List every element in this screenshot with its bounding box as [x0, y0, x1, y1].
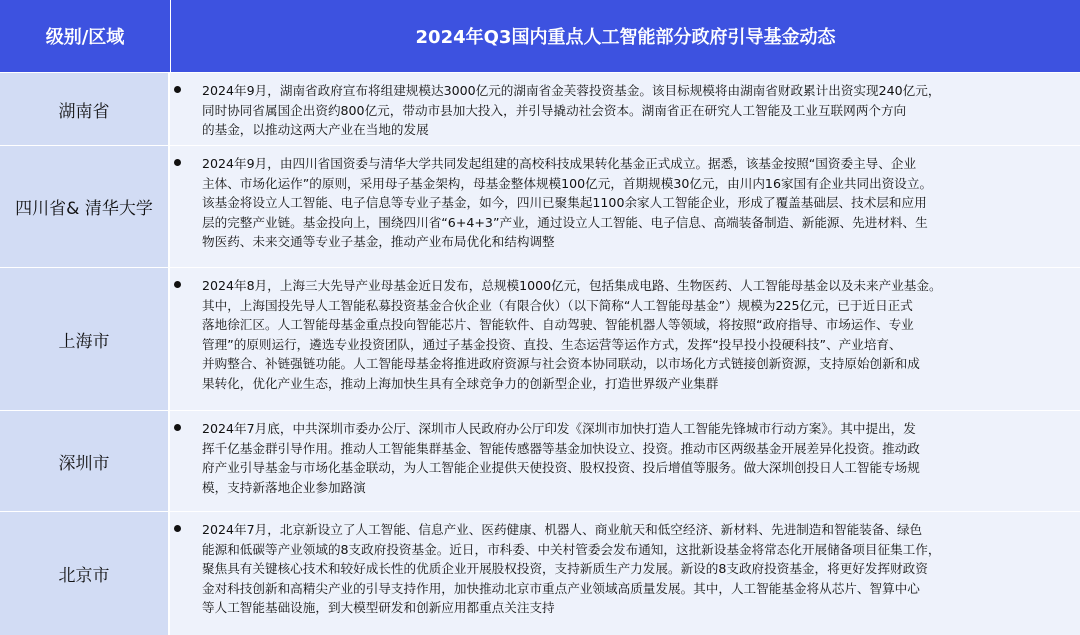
- table-header: [0, 0, 1080, 72]
- bullet-icon: [174, 281, 181, 288]
- header-region-column: 级别/区域: [45, 27, 125, 48]
- region-label: 上海市: [0, 268, 168, 410]
- row-text: 2024年8月，上海三大先导产业母基金近日发布，总规模1000亿元，包括集成电路、生物医药、人工智能母基金以及未来产业基金。 其中，上海国投先导人工智能私募投资基金合伙企业（有限合伙）（以下简称“人工智能母基金”）规模为225亿元，已于近日正式 落地徐汇区。人工智能母基金重点投向智能芯片、智能软件、自动驾驶、智能机器人等领域，将按照“政府指导、市场运作、专业 管理”的原则运行，遴选专业投资团队，通过子基金投资、直投、生态运营等运作方式，发挥“投早投小投硬科技”、产业培育、 并购整合、补链强链功能。人工智能母基金将推进政府资源与社会资本协同联动，以市场化方式链接创新资源，支持原始创新和成 果转化，优化产业生态，推动上海加快生具有全球竞争力的创新型企业，打造世界级产业集群: [202, 278, 942, 391]
- row-text: 2024年7月，北京新设立了人工智能、信息产业、医药健康、机器人、商业航天和低空经济、新材料、先进制造和智能装备、绿色 能源和低碳等产业领域的8支政府投资基金。近日，市科委、中关村管委会发布通知，这批新设基金将常态化开展储备项目征集工作， 聚焦具有关键核心技术和较好成长性的优质企业开展股权投资，支持新质生产力发展。新设的8支政府投资基金，将更好发挥财政资 金对科技创新和高精尖产业的引导支持作用，加快推动北京市重点产业领域高质量发展。其中，人工智能基金将从芯片、智算中心 等人工智能基础设施，到大模型研发和创新应用都重点关注支持: [202, 522, 941, 616]
- row-content: [170, 268, 1080, 410]
- region-label: 四川省& 清华大学: [0, 146, 168, 267]
- header-title: 2024年Q3国内重点人工智能部分政府引导基金动态: [415, 27, 836, 48]
- row-content: [170, 512, 1080, 635]
- table-row-shenzhen: [0, 410, 1080, 511]
- row-content: [170, 73, 1080, 145]
- bullet-icon: [174, 525, 181, 532]
- table-row-shanghai: [0, 267, 1080, 410]
- region-label: 北京市: [0, 512, 168, 635]
- row-content: [170, 146, 1080, 267]
- row-text: 2024年7月底，中共深圳市委办公厅、深圳市人民政府办公厅印发《深圳市加快打造人工智能先锋城市行动方案》。其中提出，发 挥千亿基金群引导作用。推动人工智能集群基金、智能传感器等基金加快设立、投资。推动市区两级基金开展差异化投资。推动政 府产业引导基金与市场化基金联动，为人工智能企业提供天使投资、股权投资、投后增值等服务。做大深圳创投日人工智能专场规 模，支持新落地企业参加路演: [202, 421, 920, 495]
- bullet-icon: [174, 159, 181, 166]
- bullet-icon: [174, 424, 181, 431]
- table-row-sichuan: [0, 145, 1080, 267]
- row-text: 2024年9月，湖南省政府宣布将组建规模达3000亿元的湖南省金芙蓉投资基金。该目标规模将由湖南省财政累计出资实现240亿元， 同时协同省属国企出资约800亿元，带动市县加大投入，并引导撬动社会资本。湖南省正在研究人工智能及工业互联网两个方向 的基金，以推动这两大产业在当地的发展: [202, 83, 941, 138]
- region-label: 湖南省: [0, 73, 168, 145]
- table-row-beijing: [0, 511, 1080, 635]
- row-text: 2024年9月，由四川省国资委与清华大学共同发起组建的高校科技成果转化基金正式成立。据悉，该基金按照“国资委主导、企业 主体、市场化运作”的原则，采用母子基金架构，母基金整体规模100亿元，首期规模30亿元，由川内16家国有企业共同出资设立。 该基金将设立人工智能、电子信息等专业子基金，如今，四川已聚集起1100余家人工智能企业，形成了覆盖基础层、技术层和应用 层的完整产业链。基金投向上，围绕四川省“6+4+3”产业，通过设立人工智能、电子信息、高端装备制造、新能源、先进材料、生 物医药、未来交通等专业子基金，推动产业布局优化和结构调整: [202, 156, 933, 250]
- row-content: [170, 411, 1080, 511]
- bullet-icon: [174, 86, 181, 93]
- region-label: 深圳市: [0, 411, 168, 511]
- table-row-hunan: [0, 72, 1080, 145]
